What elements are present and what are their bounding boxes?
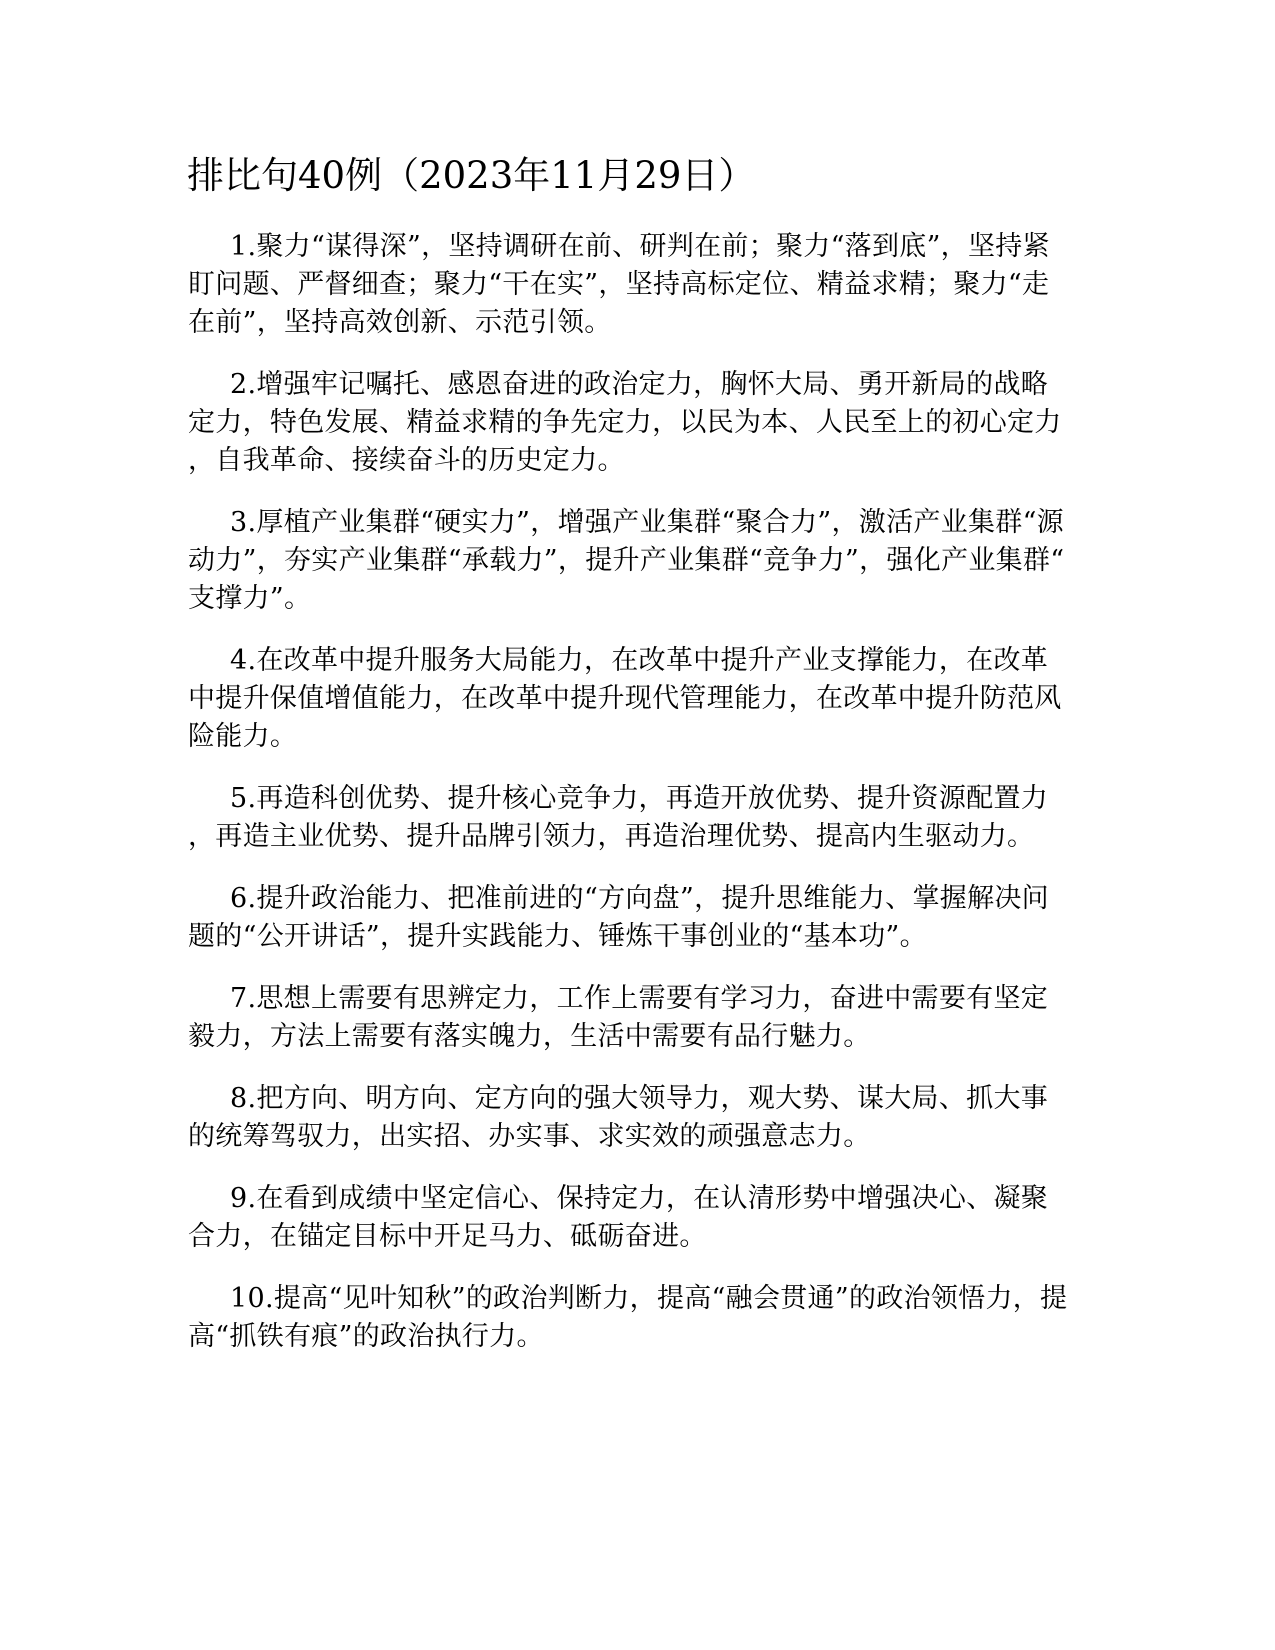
paragraph-9: 9.在看到成绩中坚定信心、保持定力，在认清形势中增强决心、凝聚合力，在锚定目标中开足马力、砥砺奋进。 <box>188 1183 1049 1252</box>
document-body <box>188 228 1075 1380</box>
paragraph-2: 2.增强牢记嘱托、感恩奋进的政治定力，胸怀大局、勇开新局的战略定力，特色发展、精益求精的争先定力，以民为本、人民至上的初心定力，自我革命、接续奋斗的历史定力。 <box>188 369 1062 476</box>
paragraph-3: 3.厚植产业集群“硬实力”，增强产业集群“聚合力”，激活产业集群“源动力”，夯实产业集群“承载力”，提升产业集群“竞争力”，强化产业集群“支撑力”。 <box>188 507 1065 614</box>
paragraph-6: 6.提升政治能力、把准前进的“方向盘”，提升思维能力、掌握解决问题的“公开讲话”，提升实践能力、锤炼干事创业的“基本功”。 <box>188 883 1049 952</box>
paragraph-1: 1.聚力“谋得深”，坚持调研在前、研判在前；聚力“落到底”，坚持紧盯问题、严督细查；聚力“干在实”，坚持高标定位、精益求精；聚力“走在前”，坚持高效创新、示范引领。 <box>188 231 1050 338</box>
paragraph-8: 8.把方向、明方向、定方向的强大领导力，观大势、谋大局、抓大事的统筹驾驭力，出实招、办实事、求实效的顽强意志力。 <box>188 1083 1049 1152</box>
paragraph-5: 5.再造科创优势、提升核心竞争力，再造开放优势、提升资源配置力，再造主业优势、提升品牌引领力，再造治理优势、提高内生驱动力。 <box>188 783 1049 852</box>
page-title: 排比句40例（2023年11月29日） <box>187 154 756 197</box>
paragraph-4: 4.在改革中提升服务大局能力，在改革中提升产业支撑能力，在改革中提升保值增值能力，在改革中提升现代管理能力，在改革中提升防范风险能力。 <box>188 645 1062 752</box>
paragraph-7: 7.思想上需要有思辨定力，工作上需要有学习力，奋进中需要有坚定毅力，方法上需要有落实魄力，生活中需要有品行魅力。 <box>188 983 1049 1052</box>
paragraph-10: 10.提高“见叶知秋”的政治判断力，提高“融会贯通”的政治领悟力，提高“抓铁有痕”的政治执行力。 <box>188 1283 1068 1352</box>
